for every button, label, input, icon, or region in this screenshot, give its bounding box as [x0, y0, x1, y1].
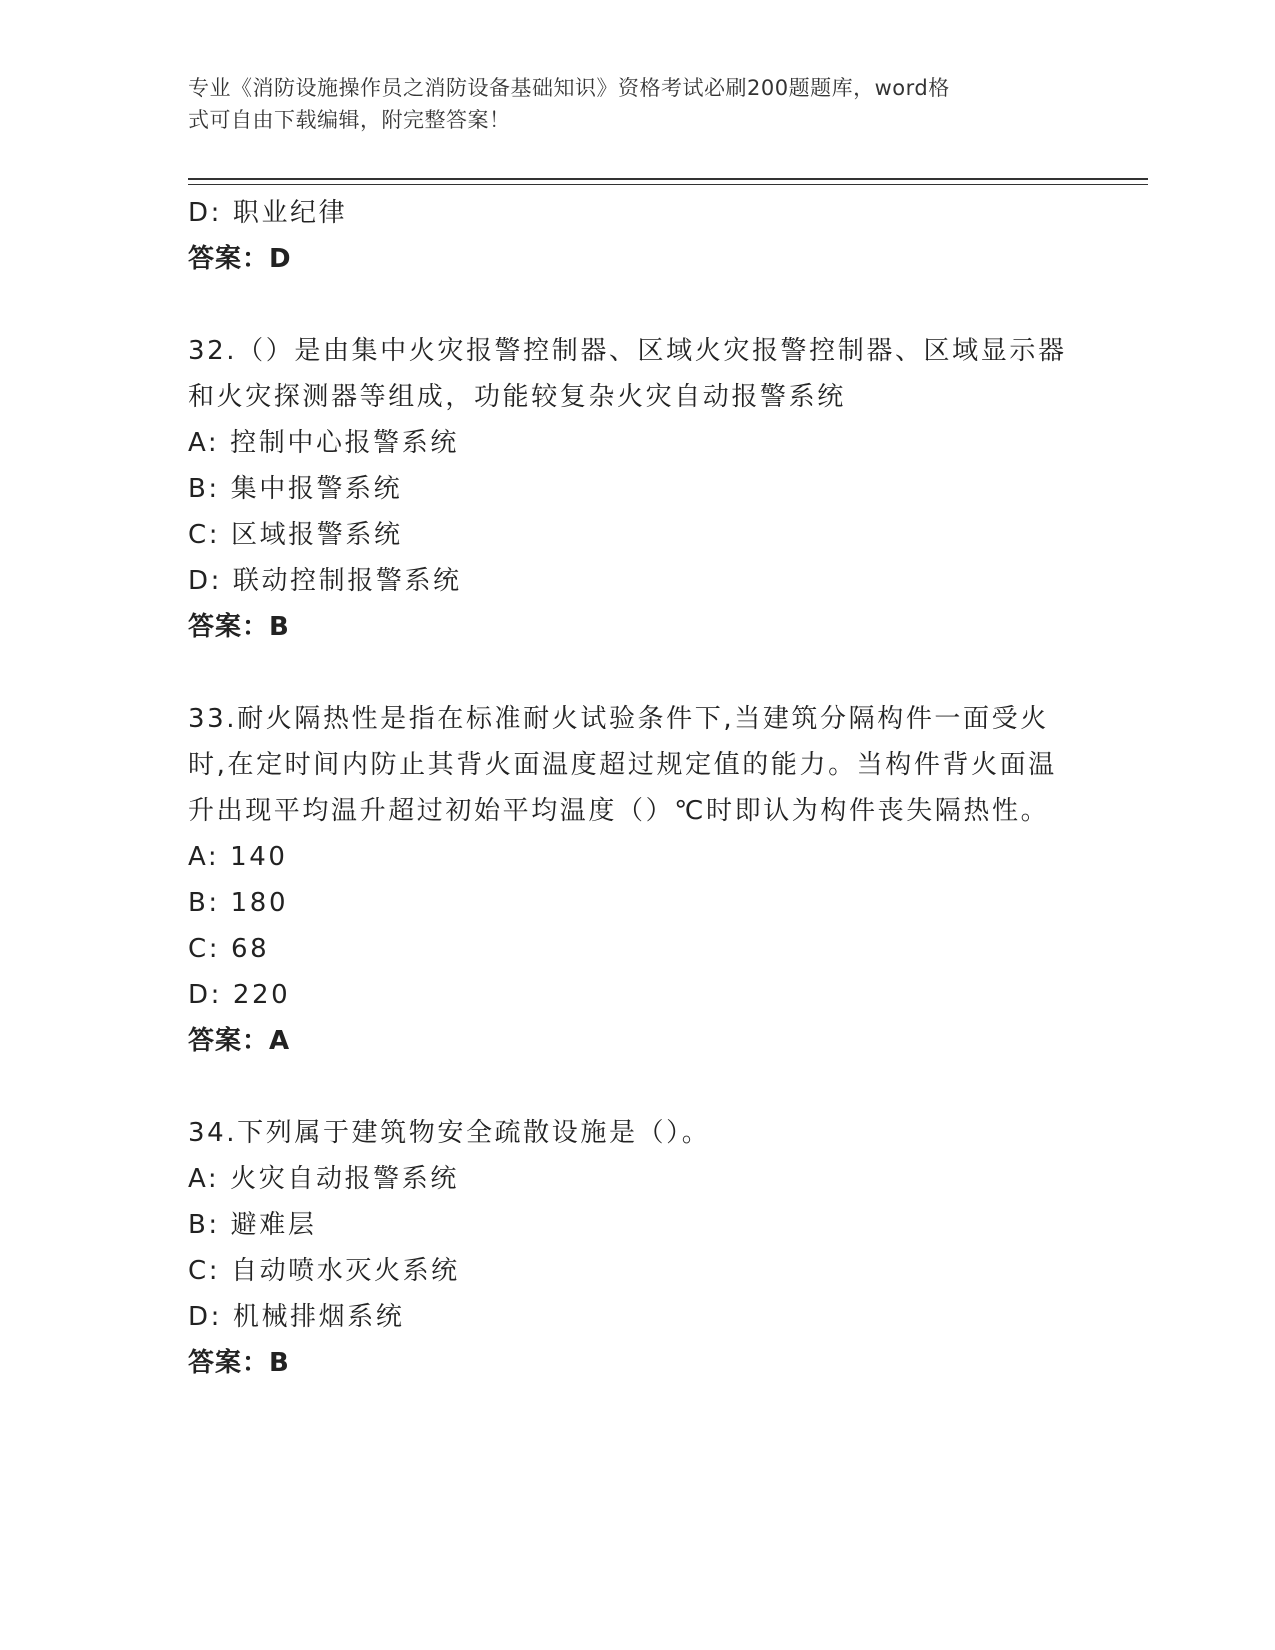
answer: 答案：B — [188, 612, 290, 642]
answer: 答案：B — [188, 1348, 290, 1378]
question-text-line: 时,在定时间内防止其背火面温度超过规定值的能力。当构件背火面温 — [188, 750, 1057, 780]
question-text-line: 和火灾探测器等组成，功能较复杂火灾自动报警系统 — [188, 382, 846, 412]
option-d: D: 联动控制报警系统 — [188, 566, 462, 596]
option-b: B: 180 — [188, 888, 289, 918]
question-33 — [188, 696, 1088, 1064]
answer: 答案：A — [188, 1026, 291, 1056]
option-d: D: 220 — [188, 980, 291, 1010]
spacer — [188, 650, 1088, 696]
option-c: C: 自动喷水灭火系统 — [188, 1256, 460, 1286]
question-text-line: 34.下列属于建筑物安全疏散设施是（）。 — [188, 1118, 711, 1148]
question-text-line: 升出现平均温升超过初始平均温度（）℃时即认为构件丧失隔热性。 — [188, 796, 1050, 826]
option-a: A: 控制中心报警系统 — [188, 428, 459, 458]
spacer — [188, 1064, 1088, 1110]
option-c: C: 区域报警系统 — [188, 520, 403, 550]
option-a: A: 火灾自动报警系统 — [188, 1164, 459, 1194]
question-text-line: 33.耐火隔热性是指在标准耐火试验条件下,当建筑分隔构件一面受火 — [188, 704, 1049, 734]
header-line-2: 式可自由下载编辑，附完整答案！ — [188, 108, 511, 132]
question-32 — [188, 328, 1088, 650]
header-divider-thin — [188, 184, 1148, 185]
option-b: B: 集中报警系统 — [188, 474, 403, 504]
prev-option-d: D: 职业纪律 — [188, 198, 348, 228]
question-34 — [188, 1110, 1088, 1386]
header-divider-thick — [188, 178, 1148, 180]
question-list — [188, 190, 1088, 1386]
option-c: C: 68 — [188, 934, 270, 964]
document-header — [188, 72, 1068, 136]
option-a: A: 140 — [188, 842, 288, 872]
option-d: D: 机械排烟系统 — [188, 1302, 405, 1332]
spacer — [188, 282, 1088, 328]
prev-answer: 答案：D — [188, 244, 292, 274]
option-b: B: 避难层 — [188, 1210, 317, 1240]
question-text-line: 32.（）是由集中火灾报警控制器、区域火灾报警控制器、区域显示器 — [188, 336, 1067, 366]
header-line-1: 专业《消防设施操作员之消防设备基础知识》资格考试必刷200题题库，word格 — [188, 76, 950, 100]
